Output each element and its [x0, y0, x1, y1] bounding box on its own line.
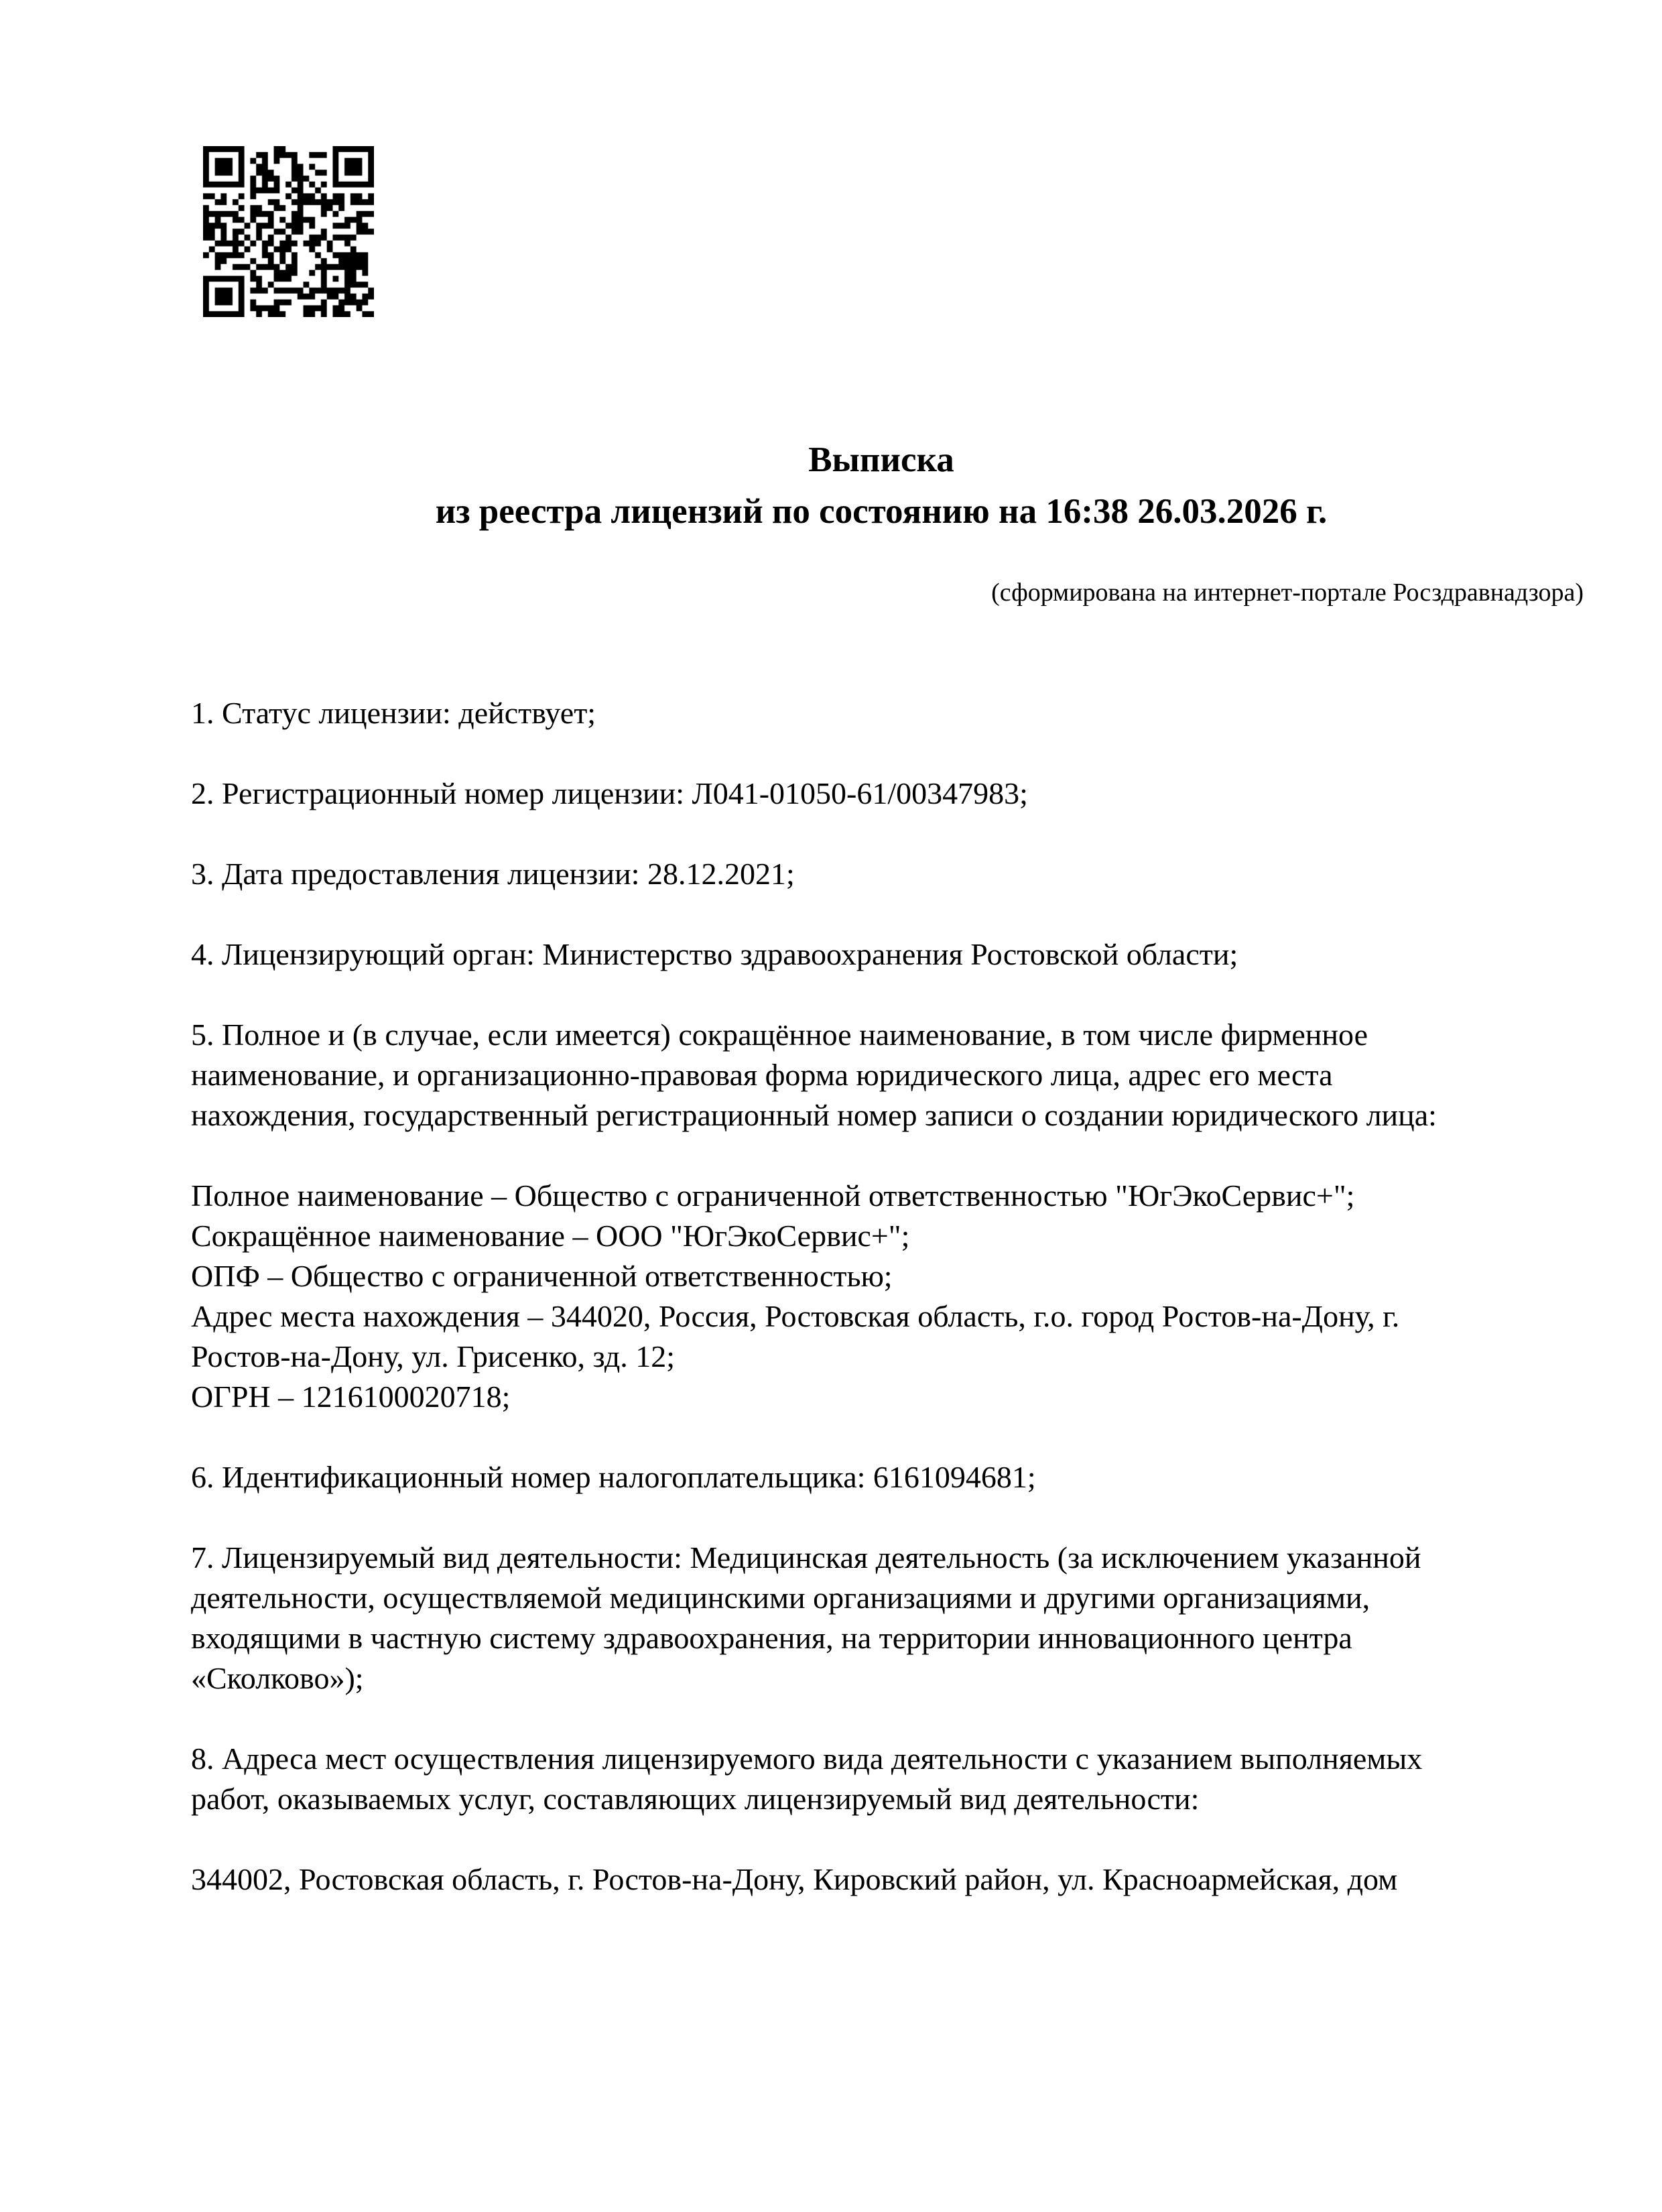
text-line: нахождения, государственный регистрационный номер записи о создании юридического лица: — [191, 1098, 1437, 1132]
text-line: 5. Полное и (в случае, если имеется) сокращённое наименование, в том числе фирменное — [191, 1018, 1368, 1052]
text-line: 2. Регистрационный номер лицензии: Л041-01050-61/00347983; — [191, 776, 1028, 810]
text-line: ОГРН – 1216100020718; — [191, 1379, 511, 1414]
paragraph-addresses-intro — [191, 1739, 1572, 1819]
text-line: Сокращённое наименование – ООО "ЮгЭкоСервис+"; — [191, 1219, 910, 1253]
text-line: 344002, Ростовская область, г. Ростов-на-Дону, Кировский район, ул. Красноармейская, дом — [191, 1862, 1398, 1896]
text-line: Адрес места нахождения – 344020, Россия, Ростовская область, г.о. город Ростов-на-Дону, г. — [191, 1299, 1400, 1333]
paragraph-inn — [191, 1457, 1572, 1497]
paragraph-licensing-authority — [191, 934, 1572, 975]
text-line: 3. Дата предоставления лицензии: 28.12.2021; — [191, 857, 795, 891]
text-line: входящими в частную систему здравоохранения, на территории инновационного центра — [191, 1621, 1352, 1655]
paragraph-organization-details — [191, 1176, 1572, 1417]
text-line: наименование, и организационно-правовая форма юридического лица, адрес его места — [191, 1058, 1333, 1092]
paragraph-grant-date — [191, 854, 1572, 894]
text-line: деятельности, осуществляемой медицинскими организациями и другими организациями, — [191, 1581, 1370, 1615]
title-line-1: Выписка — [808, 440, 954, 479]
text-line: 6. Идентификационный номер налогоплательщика: 6161094681; — [191, 1460, 1036, 1494]
text-line: 7. Лицензируемый вид деятельности: Медицинская деятельность (за исключением указанной — [191, 1540, 1421, 1575]
paragraph-activity-type — [191, 1538, 1572, 1699]
qr-code-icon — [203, 146, 374, 317]
text-line: 1. Статус лицензии: действует; — [191, 696, 596, 730]
paragraph-license-status — [191, 693, 1572, 733]
document-title — [191, 434, 1572, 538]
paragraph-activity-address — [191, 1859, 1572, 1900]
text-line: 4. Лицензирующий орган: Министерство здравоохранения Ростовской области; — [191, 937, 1238, 971]
text-line: ОПФ – Общество с ограниченной ответственностью; — [191, 1259, 893, 1293]
text-line: Ростов-на-Дону, ул. Грисенко, зд. 12; — [191, 1339, 676, 1373]
text-line: Полное наименование – Общество с ограниченной ответственностью "ЮгЭкоСервис+"; — [191, 1178, 1355, 1213]
text-line: «Сколково»); — [191, 1661, 364, 1695]
document-body — [191, 693, 1572, 1940]
paragraph-registration-number — [191, 774, 1572, 814]
text-line: 8. Адреса мест осуществления лицензируемого вида деятельности с указанием выполняемых — [191, 1741, 1423, 1776]
title-line-2: из реестра лицензий по состоянию на 16:38 26.03.2026 г. — [435, 492, 1328, 531]
text-line: работ, оказываемых услуг, составляющих лицензируемый вид деятельности: — [191, 1782, 1200, 1816]
document-subtitle: (сформирована на интернет-портале Росздравнадзора) — [991, 578, 1584, 607]
paragraph-name-intro — [191, 1015, 1572, 1135]
